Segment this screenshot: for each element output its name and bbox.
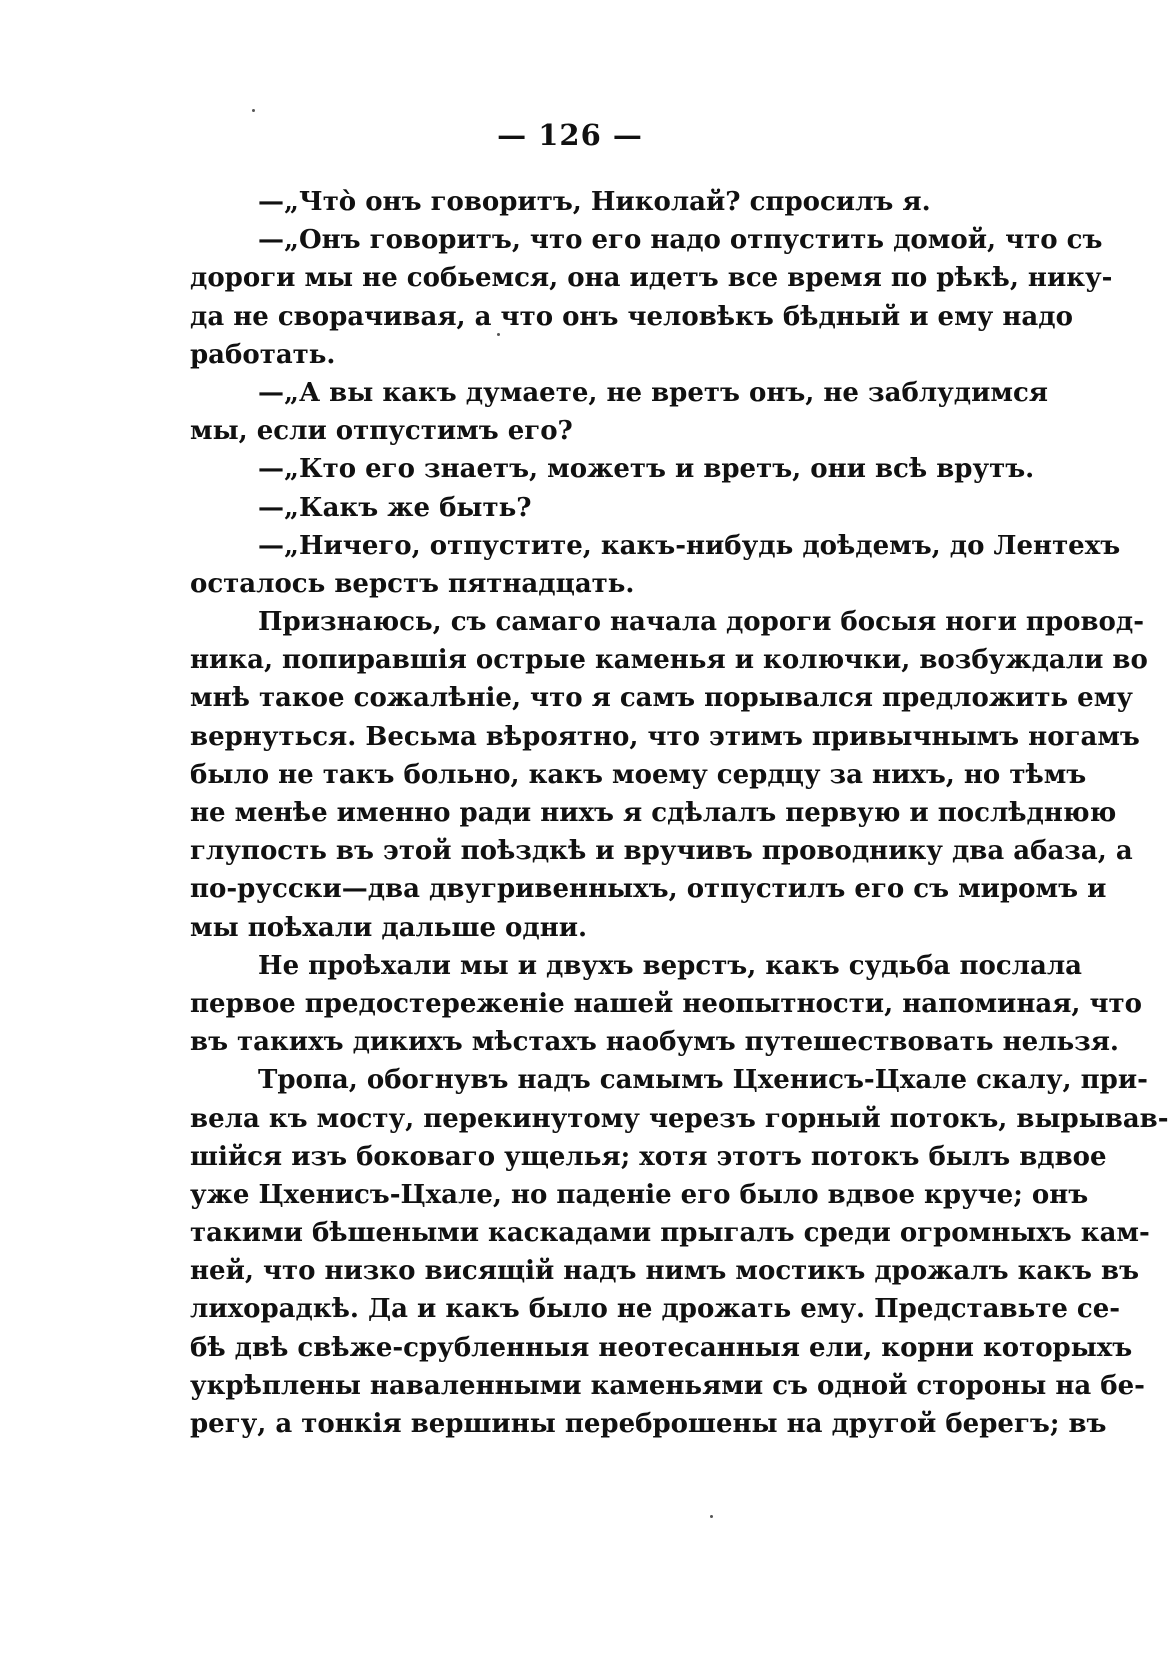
text-line: бѣ двѣ свѣже-срубленныя неотесанныя ели, корни которыхъ (190, 1332, 1133, 1363)
text-line: глупость въ этой поѣздкѣ и вручивъ проводнику два абаза, а (190, 836, 1133, 867)
text-line: по-русски—два двугривенныхъ, отпустилъ его съ миромъ и (190, 874, 1107, 905)
text-line: —„Ничего, отпустите, какъ-нибудь доѣдемъ, до Лентехъ (258, 530, 1121, 561)
text-line: —„А вы какъ думаете, не вретъ онъ, не заблудимся (258, 377, 1049, 408)
text-line: ней, что низко висящій надъ нимъ мостикъ дрожалъ какъ въ (190, 1256, 1140, 1287)
scan-speck (497, 333, 500, 336)
text-line: шійся изъ боковаго ущелья; хотя этотъ потокъ былъ вдвое (190, 1141, 1107, 1172)
text-line: да не сворачивая, а что онъ человѣкъ бѣдный и ему надо (190, 301, 1073, 332)
scan-speck (252, 109, 255, 112)
text-line: ника, попиравшія острые каменья и колючки, возбуждали во (190, 645, 1148, 676)
text-line: было не такъ больно, какъ моему сердцу за нихъ, но тѣмъ (190, 759, 1087, 790)
text-line: Признаюсь, съ самаго начала дороги босыя ноги провод- (258, 607, 1144, 638)
text-line: осталось верстъ пятнадцать. (190, 568, 635, 599)
page-number: — 126 — (497, 118, 643, 152)
text-line: лихорадкѣ. Да и какъ было не дрожать ему. Представьте се- (190, 1294, 1121, 1325)
body-text (190, 183, 1169, 1443)
text-line: регу, а тонкія вершины переброшены на другой берегъ; въ (190, 1409, 1107, 1439)
text-line: Не проѣхали мы и двухъ верстъ, какъ судьба послала (258, 950, 1083, 981)
text-line: дороги мы не собьемся, она идетъ все время по рѣкѣ, нику- (190, 263, 1113, 294)
text-line: укрѣплены наваленными каменьями съ одной стороны на бе- (190, 1370, 1145, 1401)
text-line: въ такихъ дикихъ мѣстахъ наобумъ путешествовать нельзя. (190, 1027, 1119, 1058)
text-line: Тропа, обогнувъ надъ самымъ Цхенисъ-Цхале скалу, при- (258, 1065, 1148, 1096)
text-line: мы, если отпустимъ его? (190, 416, 573, 447)
text-line: уже Цхенисъ-Цхале, но паденіе его было вдвое круче; онъ (190, 1179, 1089, 1210)
text-line: вернуться. Весьма вѣроятно, что этимъ привычнымъ ногамъ (190, 721, 1140, 752)
text-line: первое предостереженіе нашей неопытности, напоминая, что (190, 988, 1142, 1019)
text-line: —„Кто его знаетъ, можетъ и вретъ, они всѣ врутъ. (258, 454, 1035, 485)
text-line: мнѣ такое сожалѣніе, что я самъ порывался предложить ему (190, 683, 1133, 714)
text-line: мы поѣхали дальше одни. (190, 912, 588, 943)
text-line: —„Какъ же быть? (258, 492, 532, 523)
text-line: вела къ мосту, перекинутому черезъ горный потокъ, вырывав- (190, 1103, 1169, 1134)
scan-speck (710, 1515, 713, 1518)
text-line: —„Онъ говоритъ, что его надо отпустить домой, что съ (258, 225, 1103, 256)
text-line: —„Чтò онъ говоритъ, Николай? спросилъ я. (258, 187, 931, 217)
text-line: не менѣе именно ради нихъ я сдѣлалъ первую и послѣднюю (190, 798, 1117, 828)
text-line: работать. (190, 339, 336, 370)
text-line: такими бѣшеными каскадами прыгалъ среди огромныхъ кам- (190, 1218, 1150, 1249)
